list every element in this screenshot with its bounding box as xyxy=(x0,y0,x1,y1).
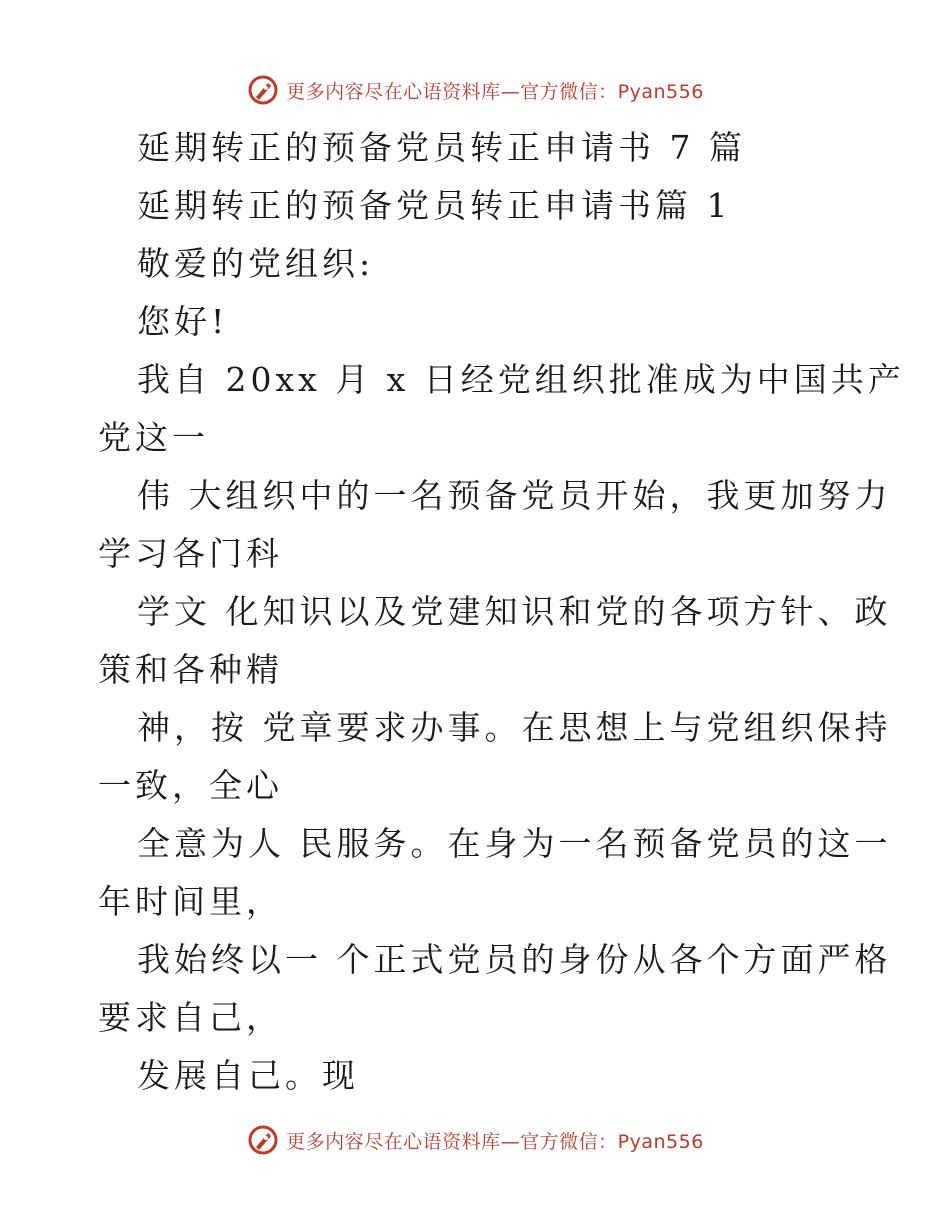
doc-title: 延期转正的预备党员转正申请书 7 篇 xyxy=(137,128,746,167)
pen-nib-logo-icon xyxy=(246,1123,280,1157)
pen-nib-logo-icon xyxy=(246,73,280,107)
paragraph-line: 要求自己， xyxy=(98,998,283,1037)
paragraph-line: 学习各门科 xyxy=(98,534,283,573)
paragraph-line: 一致，全心 xyxy=(98,766,283,805)
paragraph-line: 学文 化知识以及党建知识和党的各项方针、政 xyxy=(137,592,892,631)
salutation: 敬爱的党组织: xyxy=(137,244,375,283)
paragraph-line: 我始终以一 个正式党员的身份从各个方面严格 xyxy=(137,940,892,979)
banner-text: 更多内容尽在心语资料库—官方微信：Pyan556 xyxy=(286,1130,704,1153)
header-banner xyxy=(0,70,950,110)
footer-banner xyxy=(0,1120,950,1160)
paragraph-line: 全意为人 民服务。在身为一名预备党员的这一 xyxy=(137,824,892,863)
paragraph-line: 策和各种精 xyxy=(98,650,283,689)
paragraph-line: 党这一 xyxy=(98,418,209,457)
paragraph-line: 年时间里， xyxy=(98,882,283,921)
banner-text: 更多内容尽在心语资料库—官方微信：Pyan556 xyxy=(286,80,704,103)
paragraph-line: 神，按 党章要求办事。在思想上与党组织保持 xyxy=(137,708,892,747)
greeting: 您好! xyxy=(137,302,229,341)
section-heading: 延期转正的预备党员转正申请书篇 1 xyxy=(137,186,732,225)
paragraph-line: 伟 大组织中的一名预备党员开始，我更加努力 xyxy=(137,476,892,515)
paragraph-line: 发展自己。现 xyxy=(137,1056,359,1095)
paragraph-line: 我自 20xx 月 x 日经党组织批准成为中国共产 xyxy=(137,360,905,399)
